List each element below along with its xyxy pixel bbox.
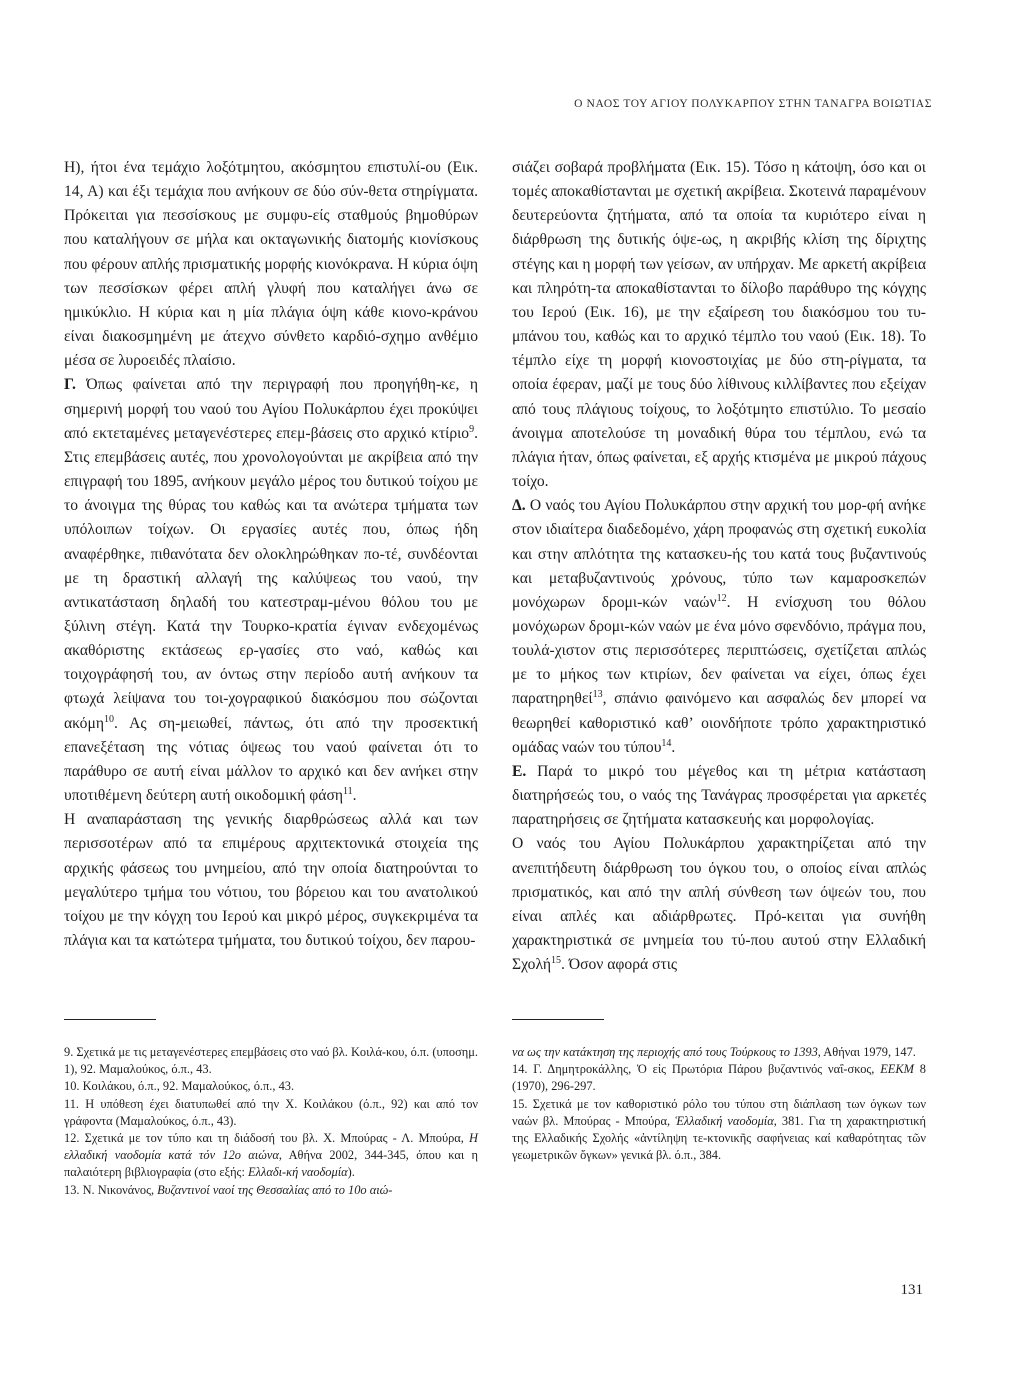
footnote-text: 8 (1970), 296-297. bbox=[512, 1062, 926, 1094]
footnote-text: , 381. Για τη χαρακτηριστική της Ελλαδικής Σχολής «ἀντίληψη τε-κτονικῆς σαφήνειας καί καθαρότητας τῶν γεωμετρικῶν ὄγκων» γενικά βλ. ό.π., 384. bbox=[512, 1113, 927, 1163]
footnote-separator-right bbox=[512, 1019, 604, 1020]
paragraph-3-right: σιάζει σοβαρά προβλήματα (Εικ. 15). Τόσο η κάτοψη, όσο και οι τομές αποκαθίστανται με σχετική ακρίβεια. Σκοτεινά παραμένουν δευτερεύοντα ζητήματα, από τα οποία τα κυριότερο είναι η διάρθρωση της δυτικής όψε-ως, η ακριβής κλίση της δίριχτης στέγης και η μορφή των γείσων, αν υπήρχαν. Με αρκετή ακρίβεια και πληρότη-τα αποκαθίστανται το δίλοβο παράθυρο της κόγχης του Ιερού (Εικ. 16), με την εξαίρεση του διακόσμου του τυ-μπάνου του, καθώς και το αρχικό τέμπλο του ναού (Εικ. 18). Το τέμπλο είχε τη μορφή κιονοστοιχίας με δύο στη-ρίγματα, τα οποία έφεραν, μαζί με τους δύο λίθινους κιλλίβαντες που εξείχαν από τους πλάγιους τοίχους, το λοξότμητο επιστύλιο. Το μεσαίο άνοιγμα αποτελούσε τη μοναδική θύρα του τέμπλου, ενώ τα πλάγια ήταν, όπως φαίνεται, εξ αρχής κτισμένα με μικρού πάχους τοίχο. bbox=[512, 159, 926, 491]
footnote-13-continued bbox=[512, 1044, 926, 1061]
section-label-epsilon: Ε. bbox=[512, 762, 527, 780]
paragraph-text: . Όσον αφορά στις bbox=[561, 956, 678, 974]
paragraph-3-left: Η αναπαράσταση της γενικής διαρθρώσεως αλλά και των περισσοτέρων από τα επιμέρους αρχιτεκτονικά στοιχεία της αρχικής φάσεως του μνημείου, από την οποία διατηρούνται το μεγαλύτερο τμήμα του νότιου, του βόρειου και του ανατολικού τοίχου με την κόγχη του Ιερού και μικρό μέρος, συγκεκριμένα τα πλάγια και τα κατώτερα τμήματα, του δυτικού τοίχου, δεν παρου- bbox=[64, 811, 478, 949]
paragraph-text: Ο ναός του Αγίου Πολυκάρπου στην αρχική του μορ-φή ανήκε στον ιδιαίτερα διαδεδομένο, χάρη προφανώς στη σχετική ευκολία και στην απλότητα της κατασκευ-ής του κατά τους βυζαντινούς και μεταβυζαντινούς χρόνους, τύπο των καμαροσκεπών μονόχωρων δρομι-κών ναών bbox=[512, 497, 926, 611]
paragraph-1: Η), ήτοι ένα τεμάχιο λοξότμητου, ακόσμητου επιστυλί-ου (Εικ. 14, Α) και έξι τεμάχια που ανήκουν σε δύο σύν-θετα στηρίγματα. Πρόκειται για πεσσίσκους με συμφυ-είς σταθμούς βημοθύρων που καταλήγουν σε μήλα και οκταγωνικής διατομής κιονίσκους που φέρουν απλής πρισματικής μορφής κιονόκρανα. Η κύρια όψη των πεσσίσκων φέρει απλή γλυφή που καταλήγει άνω σε ημικύκλιο. Η κύρια και η μία πλάγια όψη κάθε κιονο-κράνου είναι διακοσμημένη με άτεχνο σύνθετο καρδιό-σχημο ανθέμιο μέσα σε λυροειδές πλαίσιο. bbox=[64, 159, 478, 370]
footnote-text: 14. Γ. Δημητροκάλλης, Ὁ εἰς Πρωτόρια Πάρου βυζαντινός ναΐ-σκος, bbox=[512, 1062, 881, 1077]
footnote-13 bbox=[64, 1182, 478, 1199]
paragraph-text: . bbox=[352, 787, 357, 805]
paragraph-text: . Η ενίσχυση του θόλου μονόχωρων δρομι-κών ναών με ένα μόνο σφενδόνιο, πράγμα που, τουλά-χιστον στις περισσότερες περιπτώσεις, σχετίζεται απλώς με το μήκος των κτιρίων, δεν φαίνεται να είχει, όπως έχει παρατηρηθεί bbox=[512, 593, 926, 708]
footnote-14 bbox=[512, 1061, 926, 1095]
footnotes-left bbox=[64, 1044, 478, 1199]
paragraph-text: . bbox=[671, 738, 676, 756]
paragraph-4 bbox=[512, 494, 926, 760]
paragraph-6 bbox=[512, 832, 926, 977]
footnote-ref-11: 11 bbox=[343, 786, 353, 798]
section-label-delta: Δ. bbox=[512, 497, 526, 515]
footnote-title: Ἑλλαδική ναοδομία bbox=[675, 1113, 774, 1128]
footnote-9: 9. Σχετικά με τις μεταγενέστερες επεμβάσεις στο ναό βλ. Κοιλά-κου, ό.π. (υποσημ. 1), 92. Μαμαλούκος, ό.π., 43. bbox=[64, 1045, 478, 1077]
body-column-left bbox=[64, 156, 478, 953]
footnote-title: ΕΕΚΜ bbox=[880, 1062, 914, 1077]
footnote-title: Ελλαδι-κή ναοδομία bbox=[248, 1165, 348, 1180]
footnote-title: να ως την κατάκτηση της περιοχής από τους Τούρκους το 1393 bbox=[512, 1045, 818, 1059]
footnote-ref-9: 9 bbox=[469, 423, 475, 435]
footnote-title: Βυζαντινοί ναοί της Θεσσαλίας από το 10ο αιώ- bbox=[157, 1182, 393, 1197]
footnote-15 bbox=[512, 1096, 926, 1165]
footnote-10: 10. Κοιλάκου, ό.π., 92. Μαμαλούκος, ό.π., 43. bbox=[64, 1079, 295, 1094]
running-header: Ο ΝΑΟΣ ΤΟΥ ΑΓΙΟΥ ΠΟΛΥΚΑΡΠΟΥ ΣΤΗΝ ΤΑΝΑΓΡΑ ΒΟΙΩΤΙΑΣ bbox=[574, 98, 932, 110]
footnote-ref-10: 10 bbox=[104, 713, 114, 725]
footnote-text: ). bbox=[347, 1165, 355, 1180]
paragraph-text: . Ας ση-μειωθεί, πάντως, ότι από την προσεκτική επανεξέταση της νότιας όψεως του ναού φαίνεται ότι το παράθυρο σε αυτή είναι μάλλον το αρχικό και δεν ανήκει στην υποτιθέμενη δεύτερη αυτή οικοδομική φάση bbox=[64, 714, 478, 805]
paragraph-text: . Στις επεμβάσεις αυτές, που χρονολογούνται με ακρίβεια από την επιγραφή του 1895, ανήκουν μεγάλο μέρος του δυτικού τοίχου με το άνοιγμα της θύρας του καθώς και τα ανώτερα τμήματα των υπόλοιπων τοίχων. Οι εργασίες αυτές που, όπως ήδη αναφέρθηκε, πιθανότατα δεν ολοκληρώθηκαν πο-τέ, συνδέονται με τη δραστική αλλαγή της καλύψεως του ναού, την αντικατάσταση δηλαδή του κατεστραμ-μένου θόλου του με ξύλινη στέγη. Κατά την Τουρκο-κρατία έγιναν ενδεχομένως ακαθόριστης εκτάσεως ερ-γασίες στο ναό, καθώς και τοιχογράφησή του, αν όντως στην περίοδο αυτή ανήκουν τα φτωχά λείψανα του τοι-χογραφικού διακόσμου που σώζονται ακόμη bbox=[64, 424, 478, 732]
paragraph-5 bbox=[512, 760, 926, 832]
section-label-gamma: Γ. bbox=[64, 376, 76, 394]
paragraph-text: Παρά το μικρό του μέγεθος και τη μέτρια κατάσταση διατηρήσεώς του, ο ναός της Τανάγρας προσφέρεται για αρκετές παρατηρήσεις σε ζητήματα κατασκευής και μορφολογίας. bbox=[512, 762, 926, 829]
footnote-separator-left bbox=[64, 1019, 156, 1020]
paragraph-2 bbox=[64, 373, 478, 808]
footnote-ref-12: 12 bbox=[716, 592, 727, 604]
footnote-12 bbox=[64, 1130, 478, 1182]
footnote-text: 15. Σχετικά με τον καθοριστικό ρόλο του τύπου στη διάπλαση των όγκων των ναών βλ. Μπούρας - Μπούρα, bbox=[512, 1096, 926, 1128]
footnote-title: Η ελλαδική ναοδομία κατά τόν 12ο αιώνα bbox=[64, 1131, 478, 1163]
page-number: 131 bbox=[900, 1282, 923, 1298]
footnote-11: 11. Η υπόθεση έχει διατυπωθεί από την Χ. Κοιλάκου (ό.π., 92) και από τον γράφοντα (Μαμαλούκος, ό.π., 43). bbox=[64, 1096, 478, 1128]
paragraph-text: , σπάνιο φαινόμενο και ασφαλώς δεν μπορεί να θεωρηθεί καθοριστικό καθ’ οιονδήποτε τρόπο χαρακτηριστικό ομάδας ναών του τύπου bbox=[512, 690, 926, 756]
footnote-text: , Αθήνα 2002, 344-345, όπου και η παλαιότερη βιβλιογραφία (στο εξής: bbox=[64, 1148, 478, 1180]
footnote-text: , Αθήναι 1979, 147. bbox=[817, 1045, 916, 1059]
body-column-right bbox=[512, 156, 926, 977]
footnote-ref-15: 15 bbox=[551, 955, 562, 967]
paragraph-text: Ο ναός του Αγίου Πολυκάρπου χαρακτηρίζεται από την ανεπιτήδευτη διάρθρωση του όγκου του, ο οποίος είναι απλώς πρισματικός, και από την απλή σύνθεση των όψεών του, που είναι απλές και αδιάρθρωτες. Πρό-κειται για συνήθη χαρακτηριστικά σε μνημεία του τύ-που αυτού στην Ελλαδική Σχολή bbox=[512, 835, 926, 974]
paragraph-text: Όπως φαίνεται από την περιγραφή που προηγήθη-κε, η σημερινή μορφή του ναού του Αγίου Πολυκάρπου έχει προκύψει από εκτεταμένες μεταγενέστερες επεμ-βάσεις στο αρχικό κτίριο bbox=[64, 376, 478, 442]
footnote-text: 13. Ν. Νικονάνος, bbox=[64, 1182, 158, 1197]
footnote-ref-13: 13 bbox=[592, 689, 603, 701]
footnote-ref-14: 14 bbox=[661, 737, 672, 749]
footnotes-right bbox=[512, 1044, 926, 1164]
footnote-text: 12. Σχετικά με τον τύπο και τη διάδοσή του βλ. Χ. Μπούρας - Λ. Μπούρα, bbox=[64, 1131, 470, 1146]
